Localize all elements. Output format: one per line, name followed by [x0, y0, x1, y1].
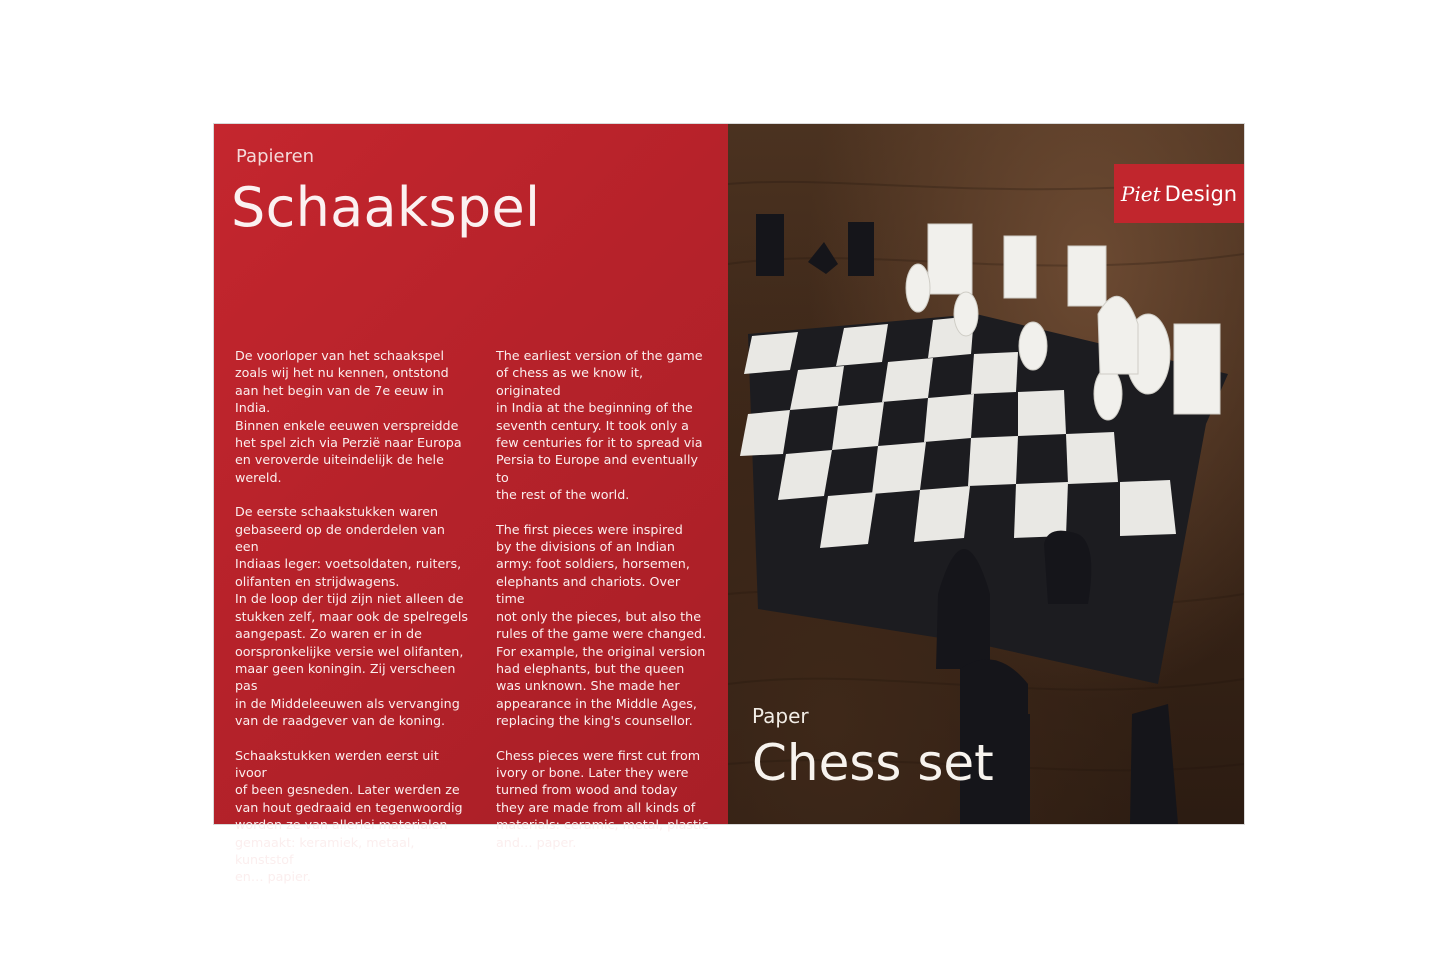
english-paragraph: Chess pieces were first cut from ivory or bone. Later they were turned from wood and today they are made from all kinds of materials: ceramic, metal, plastic and… paper. — [496, 747, 709, 850]
brand-logo-word: Design — [1164, 181, 1238, 206]
dutch-paragraph: De voorloper van het schaakspel zoals wij het nu kennen, ontstond aan het begin van de 7e eeuw in India. Binnen enkele eeuwen verspreidde het spel zich via Perzië naar Europa en veroverde uiteindelijk de hele wereld. — [235, 348, 462, 485]
english-paragraph: The first pieces were inspired by the divisions of an Indian army: foot soldiers, horsemen, elephants and chariots. Over time not only the pieces, but also the rules of the game were changed. For example, the original version had elephants, but the queen was unknown. She made her appearance in the Middle Ages, replacing the king's counsellor. — [496, 521, 707, 729]
dutch-text-column — [235, 347, 470, 903]
chess-photo-panel — [728, 124, 1244, 824]
english-subtitle: Paper — [752, 704, 809, 728]
dutch-title: Schaakspel — [231, 176, 541, 239]
brand-logo-script: Piet — [1120, 181, 1161, 206]
english-paragraph: The earliest version of the game of chess as we know it, originated in India at the beginning of the seventh century. It took only a few centuries for it to spread via Persia to Europe and eventually to the rest of the world. — [496, 348, 703, 503]
dutch-subtitle: Papieren — [236, 146, 315, 167]
brand-badge — [1114, 164, 1244, 223]
dutch-paragraph: De eerste schaakstukken waren gebaseerd op de onderdelen van een Indiaas leger: voetsoldaten, ruiters, olifanten en strijdwagens. In de loop der tijd zijn niet alleen de stukken zelf, maar ook de spelregels aangepast. Zo waren er in de oorspronkelijke versie wel olifanten, maar geen koningin. Zij verscheen pas in de Middeleeuwen als vervanging van de raadgever van de koning. — [235, 504, 468, 729]
chess-set-package — [214, 124, 1244, 885]
dutch-paragraph: Schaakstukken werden eerst uit ivoor of been gesneden. Later werden ze van hout gedraaid en tegenwoordig worden ze van allerlei materialen gemaakt: keramiek, metaal, kunststof en… papier. — [235, 747, 463, 885]
english-text-column — [496, 347, 711, 868]
english-title: Chess set — [752, 734, 994, 792]
red-text-panel — [214, 124, 728, 885]
